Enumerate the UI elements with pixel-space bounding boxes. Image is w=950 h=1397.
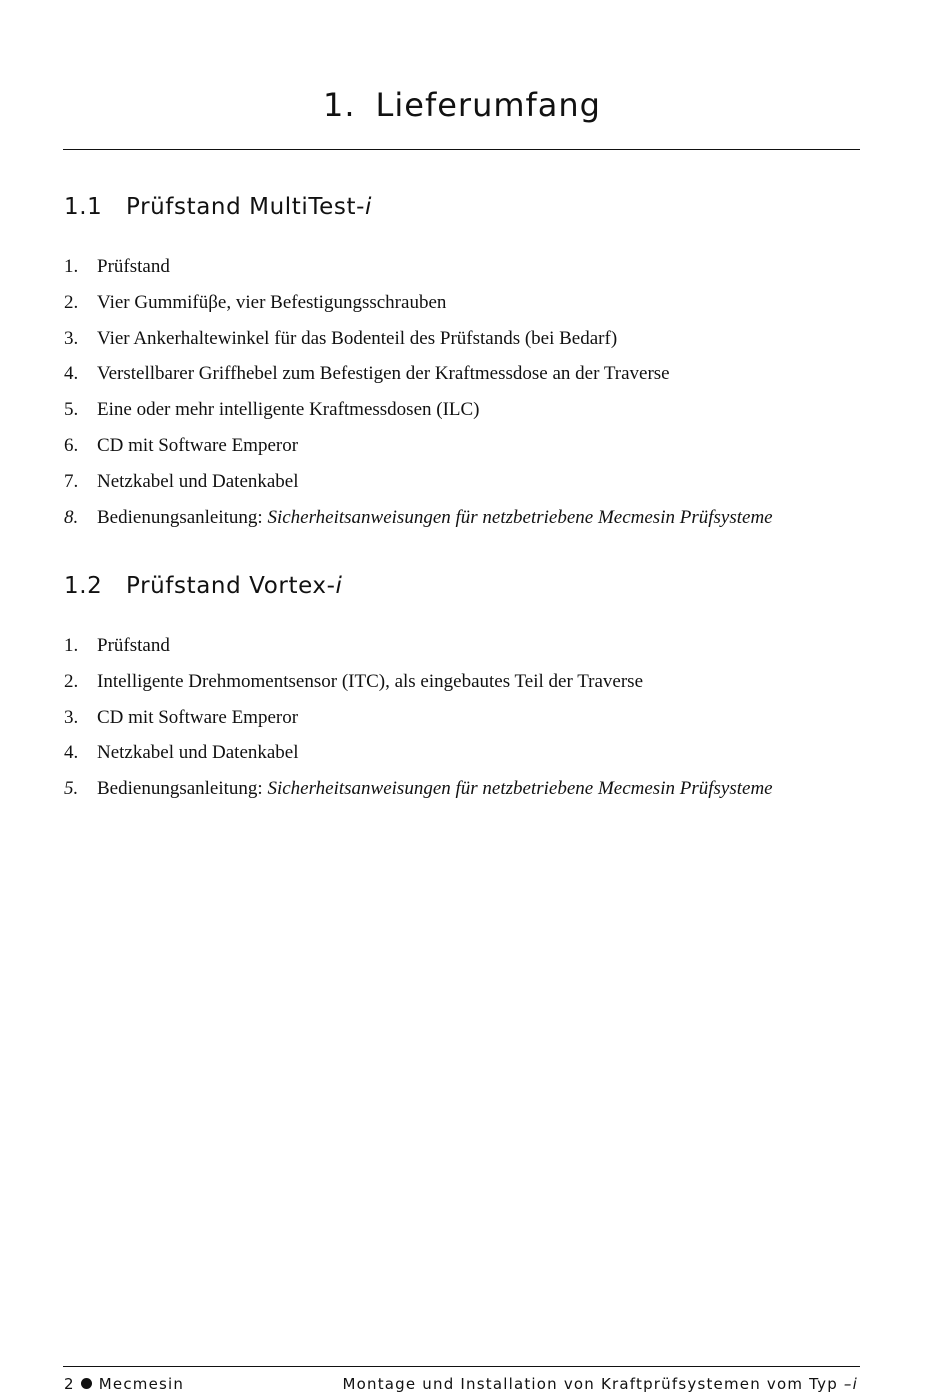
footer-right <box>342 1375 858 1393</box>
item-text: Prüfstand <box>97 635 170 656</box>
item-text-italic: Sicherheitsanweisungen für netzbetriebene Mecmesin Prüfsysteme <box>267 778 773 800</box>
list-item <box>64 285 773 321</box>
item-number: 3. <box>64 706 79 728</box>
bullet-dot-icon <box>81 1378 92 1389</box>
list-item <box>64 249 773 285</box>
list-item <box>64 464 773 500</box>
item-text: Eine oder mehr intelligente Kraftmessdosen (ILC) <box>97 399 480 421</box>
section-title-text: Prüfstand Vortex- <box>126 573 336 599</box>
item-text: Bedienungsanleitung: <box>97 778 268 800</box>
item-text: Intelligente Drehmomentsensor (ITC), als eingebautes Teil der Traverse <box>97 670 643 692</box>
section-title-suffix: i <box>365 194 372 220</box>
item-text: Bedienungsanleitung: <box>97 506 268 528</box>
list-item <box>64 392 773 428</box>
item-text-italic: Sicherheitsanweisungen für netzbetriebene Mecmesin Prüfsysteme <box>267 506 773 528</box>
list-item <box>64 735 773 771</box>
list-item <box>64 700 773 736</box>
list-item <box>64 356 773 392</box>
item-text: Vier Ankerhaltewinkel für das Bodenteil des Prüfstands (bei Bedarf) <box>97 327 618 349</box>
item-number: 8. <box>64 506 79 528</box>
footer-left <box>64 1375 184 1393</box>
item-number: 2. <box>64 670 79 692</box>
header-rule <box>63 149 860 150</box>
footer-rule <box>63 1366 860 1367</box>
section-number: 1.1 <box>64 194 103 220</box>
item-number: 5. <box>64 399 79 421</box>
item-number: 4. <box>64 363 79 385</box>
footer-doc-title: Montage und Installation von Kraftprüfsystemen vom Typ <box>342 1375 844 1393</box>
footer-doc-title-suffix: –i <box>843 1375 858 1393</box>
chapter-title-text: Lieferumfang <box>375 86 601 124</box>
item-text: CD mit Software Emperor <box>97 434 299 456</box>
section-title-text: Prüfstand MultiTest- <box>126 194 365 220</box>
item-number: 1. <box>64 256 79 277</box>
item-number: 7. <box>64 470 79 492</box>
list-item <box>64 628 773 664</box>
list-item <box>64 664 773 700</box>
item-text: Netzkabel und Datenkabel <box>97 742 299 764</box>
list-item <box>64 321 773 357</box>
item-number: 2. <box>64 291 79 313</box>
vortex-item-list <box>64 628 773 807</box>
item-text: Prüfstand <box>97 256 170 277</box>
list-item <box>64 771 773 807</box>
footer-brand: Mecmesin <box>98 1375 185 1393</box>
item-number: 3. <box>64 327 79 349</box>
section-title-vortex <box>64 573 343 599</box>
list-item <box>64 428 773 464</box>
item-text: CD mit Software Emperor <box>97 706 299 728</box>
list-item <box>64 500 773 536</box>
item-number: 1. <box>64 635 79 656</box>
item-text: Netzkabel und Datenkabel <box>97 470 299 492</box>
multitest-item-list <box>64 249 773 535</box>
page-number: 2 <box>64 1375 75 1393</box>
section-number: 1.2 <box>64 573 103 599</box>
item-text: Verstellbarer Griffhebel zum Befestigen der Kraftmessdose an der Traverse <box>97 363 670 385</box>
item-number: 4. <box>64 742 79 764</box>
item-text: Vier Gummifüβe, vier Befestigungsschrauben <box>97 291 447 313</box>
section-title-multitest <box>64 194 372 220</box>
item-number: 5. <box>64 778 79 800</box>
chapter-title <box>0 86 924 124</box>
section-title-suffix: i <box>335 573 343 599</box>
item-number: 6. <box>64 434 79 456</box>
chapter-number: 1. <box>323 86 356 124</box>
